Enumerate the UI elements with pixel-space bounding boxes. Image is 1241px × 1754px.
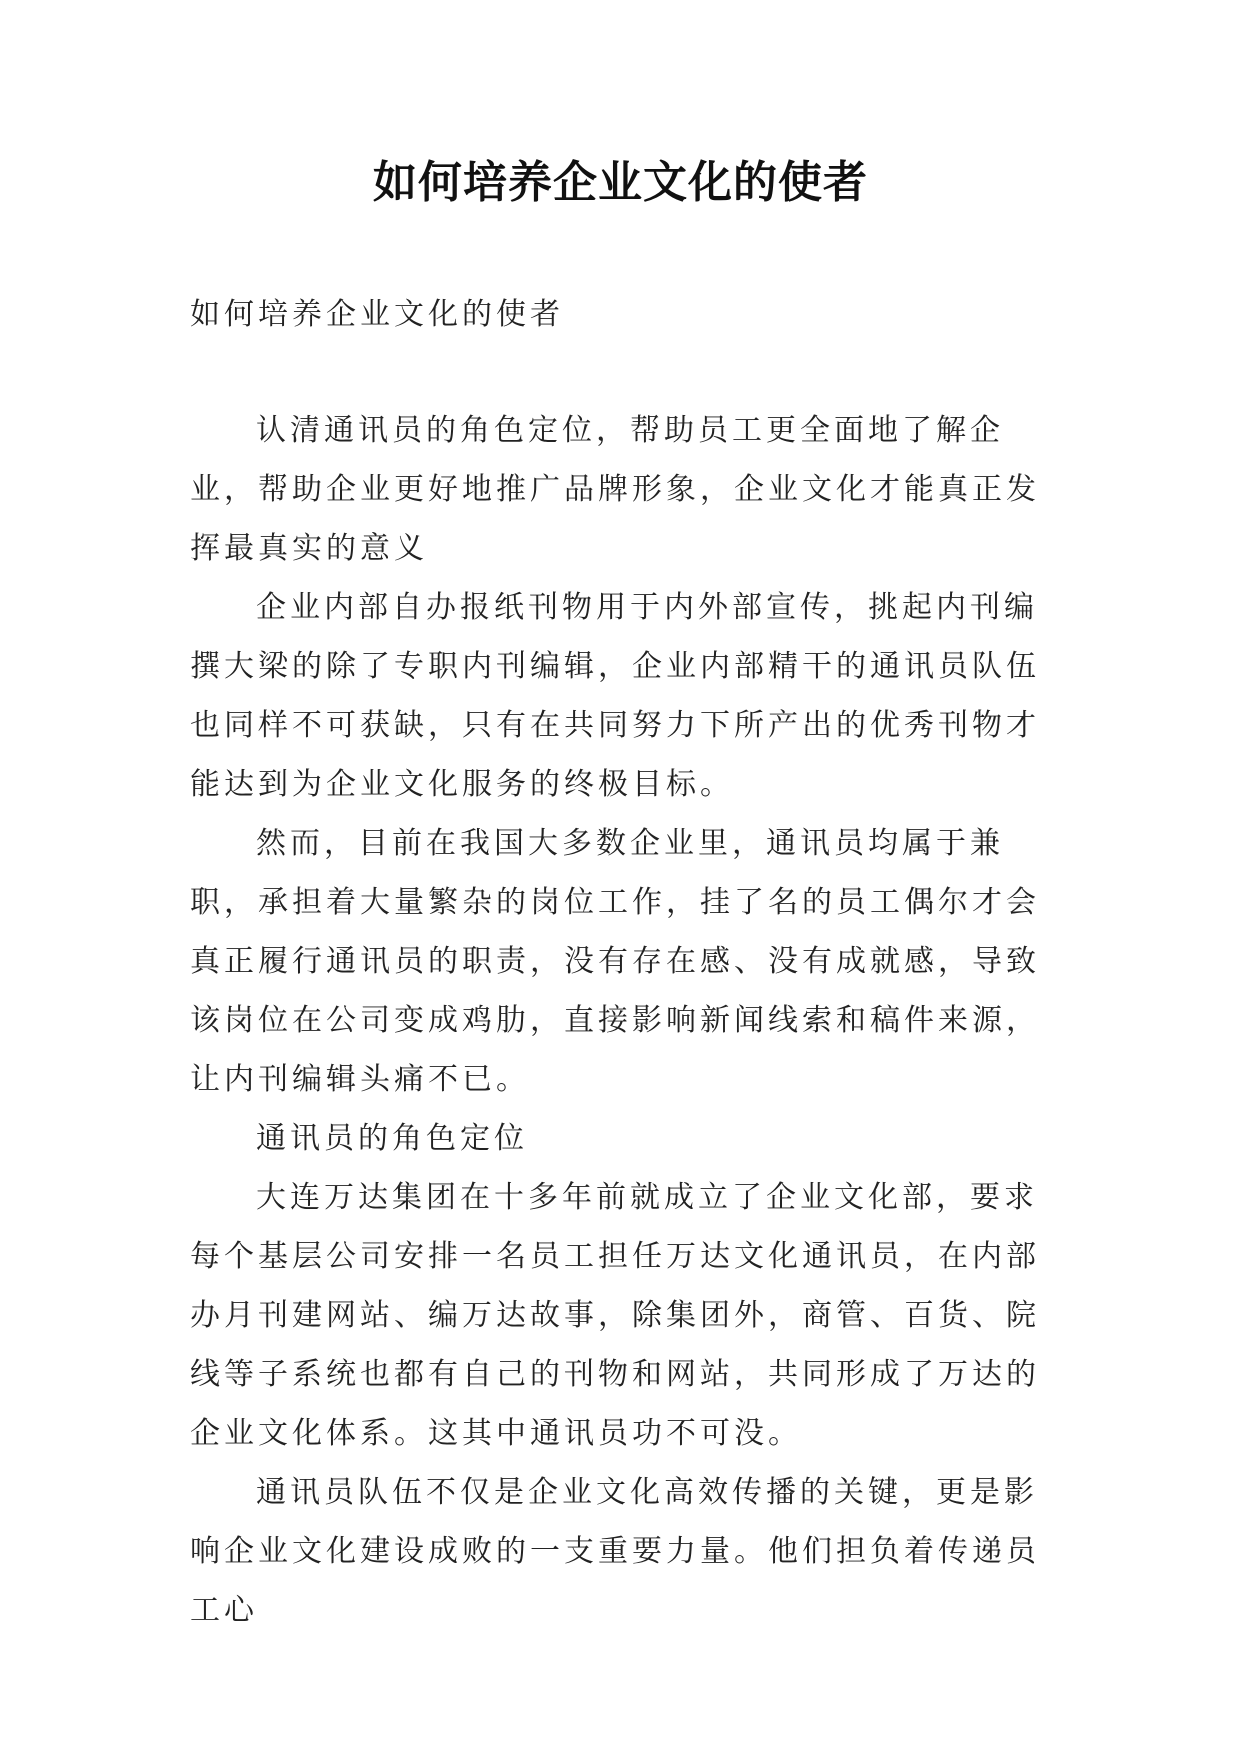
document-subtitle: 如何培养企业文化的使者 xyxy=(190,297,564,332)
body-paragraph: 认清通讯员的角色定位，帮助员工更全面地了解企业，帮助企业更好地推广品牌形象，企业文化才能真正发挥最真实的意义 xyxy=(190,413,1040,566)
document-body xyxy=(190,285,1070,1640)
body-paragraph: 大连万达集团在十多年前就成立了企业文化部，要求每个基层公司安排一名员工担任万达文化通讯员，在内部办月刊建网站、编万达故事，除集团外，商管、百货、院线等子系统也都有自己的刊物和网站，共同形成了万达的企业文化体系。这其中通讯员功不可没。 xyxy=(190,1180,1040,1451)
body-paragraph: 企业内部自办报纸刊物用于内外部宣传，挑起内刊编撰大梁的除了专职内刊编辑，企业内部精干的通讯员队伍也同样不可获缺，只有在共同努力下所产出的优秀刊物才能达到为企业文化服务的终极目标。 xyxy=(190,590,1040,802)
section-heading: 通讯员的角色定位 xyxy=(256,1121,528,1156)
body-paragraph: 然而，目前在我国大多数企业里，通讯员均属于兼职，承担着大量繁杂的岗位工作，挂了名的员工偶尔才会真正履行通讯员的职责，没有存在感、没有成就感，导致该岗位在公司变成鸡肋，直接影响新闻线索和稿件来源，让内刊编辑头痛不已。 xyxy=(190,826,1040,1097)
document-title: 如何培养企业文化的使者 xyxy=(373,157,868,208)
body-paragraph: 通讯员队伍不仅是企业文化高效传播的关键，更是影响企业文化建设成败的一支重要力量。他们担负着传递员工心 xyxy=(190,1475,1040,1628)
